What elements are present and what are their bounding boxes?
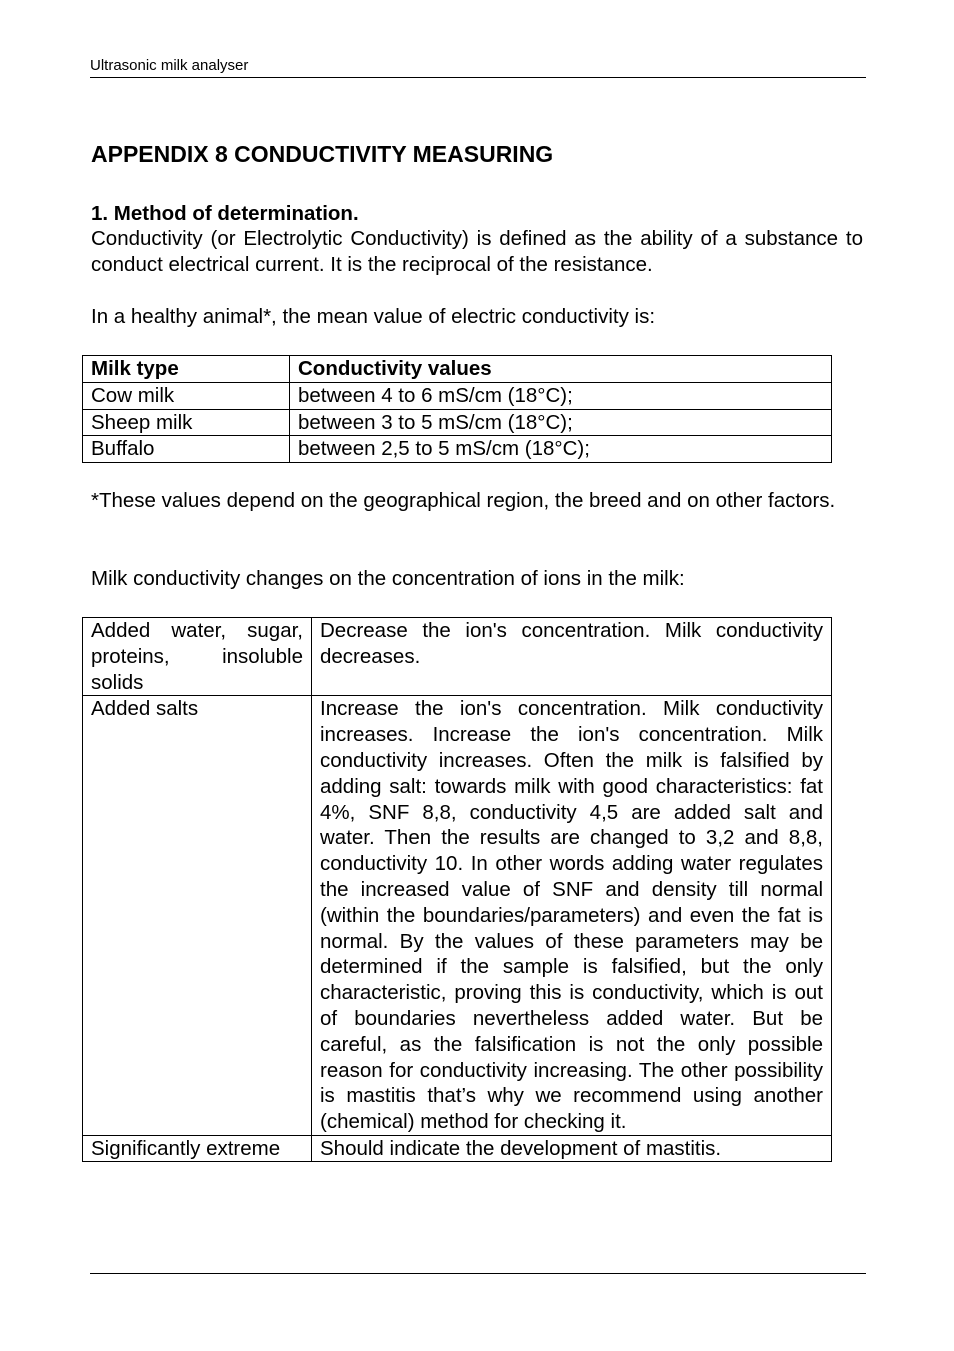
table-header-row [83,356,832,383]
ion-concentration-table [82,617,832,1162]
milk-type-cell: Buffalo [83,436,290,463]
conductivity-cell: between 4 to 6 mS/cm (18°C); [290,382,832,409]
milk-type-cell: Cow milk [83,382,290,409]
table-header-cell: Conductivity values [290,356,832,383]
appendix-title: APPENDIX 8 CONDUCTIVITY MEASURING [91,141,554,167]
footnote-paragraph: *These values depend on the geographical region, the breed and on other factors. [91,489,836,512]
factor-text: Significantly extreme [91,1136,281,1160]
table-row [83,1135,832,1161]
milk-type-cell: Sheep milk [83,409,290,436]
effect-text: Should indicate the development of mastitis. [320,1136,722,1160]
section-heading: 1. Method of determination. [91,202,359,225]
intro-paragraph: In a healthy animal*, the mean value of electric conductivity is: [91,305,656,328]
footer-rule [90,1273,866,1274]
effect-cell [312,1135,832,1161]
table-row [83,409,832,436]
conductivity-cell: between 2,5 to 5 mS/cm (18°C); [290,436,832,463]
table-header-cell: Milk type [83,356,290,383]
effect-cell: Decrease the ion's concentration. Milk conductivity decreases. [312,618,832,696]
factor-cell: Added salts [83,696,312,1136]
changes-intro-paragraph: Milk conductivity changes on the concentration of ions in the milk: [91,567,685,590]
table-row [83,696,832,1136]
effect-cell: Increase the ion's concentration. Milk conductivity increases. Increase the ion's concentration. Milk conductivity increases. Often the milk is falsified by adding salt: towards milk with good characteristics: fat 4%, SNF 8,8, conductivity 4,5 are added salt and water. Then the results are changed to 3,2 and 8,8, conductivity 10. In other words adding water regulates the increased value of SNF and density till normal (within the boundaries/parameters) and even the fat is normal. By the values of these parameters may be determined if the sample is falsified, but the only characteristic, proving this is conductivity, which is out of boundaries nevertheless added water. But be careful, as the falsification is not the only possible reason for conductivity increasing. The other possibility is mastitis that’s why we recommend using another (chemical) method for checking it. [312,696,832,1136]
definition-paragraph: Conductivity (or Electrolytic Conductivity) is defined as the ability of a substance to conduct electrical current. It is the reciprocal of the resistance. [91,227,863,276]
table-row [83,382,832,409]
conductivity-cell: between 3 to 5 mS/cm (18°C); [290,409,832,436]
conductivity-values-table [82,355,832,463]
factor-cell [83,1135,312,1161]
factor-cell: Added water, sugar, proteins, insoluble solids [83,618,312,696]
table-row [83,436,832,463]
running-header: Ultrasonic milk analyser [90,57,866,78]
table-row [83,618,832,696]
